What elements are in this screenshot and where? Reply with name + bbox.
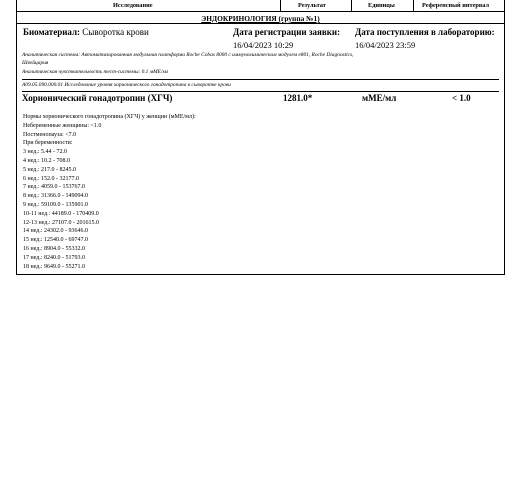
norm-line: Постменопауза: <7.0 [23, 131, 77, 138]
header-result: Результат [298, 2, 326, 9]
norm-line: 4 нед.: 10.2 - 708.0 [23, 158, 71, 164]
section-divider [16, 23, 505, 24]
header-test: Исследование [113, 2, 153, 9]
column-divider [280, 0, 281, 11]
norm-line: 5 нед.: 217.0 - 8245.0 [23, 166, 77, 173]
section-title: ЭНДОКРИНОЛОГИЯ (группа №1) [201, 14, 320, 23]
norm-line: 12-13 нед.: 27107.0 - 201615.0 [23, 219, 100, 226]
column-divider [351, 0, 352, 11]
norm-line: 18 нед.: 9649.0 - 55271.0 [23, 263, 86, 270]
registration-label: Дата регистрации заявки: [233, 27, 341, 37]
column-divider [413, 0, 414, 11]
biomaterial [23, 27, 149, 37]
arrival-label: Дата поступления в лабораторию: [355, 27, 495, 37]
norm-line: 16 нед.: 8904.0 - 55332.0 [23, 246, 86, 252]
norm-line: 7 нед.: 4059.0 - 153767.0 [23, 184, 86, 191]
divider [22, 79, 499, 80]
test-result: 1281.0* [283, 93, 313, 103]
norm-line: 10-11 нед.: 44189.0 - 170409.0 [23, 210, 99, 217]
test-units: мМЕ/мл [362, 93, 397, 103]
analytic-system-line2: Швейцария [22, 60, 49, 66]
norm-line: Нормы хорионического гонадотропина (ХГЧ) у женщин (мМЕ/мл): [23, 114, 196, 120]
test-name: Хорионический гонадотропин (ХГЧ) [22, 93, 173, 103]
norm-line: Небеременные женщины: <1.0 [23, 122, 102, 129]
biomaterial-value: Сыворотка крови [82, 27, 149, 37]
table-header [16, 0, 505, 12]
norm-line: 3 нед.: 5.44 - 72.0 [23, 149, 68, 156]
biomaterial-label: Биоматериал: [23, 27, 81, 37]
arrival-value: 16/04/2023 23:59 [355, 40, 416, 50]
sensitivity: Аналитическая чувствительность тест-системы: 0.1 мМЕ/мл [22, 69, 169, 75]
norm-line: 9 нед.: 59109.0 - 135901.0 [23, 202, 89, 208]
norm-line: 17 нед.: 8240.0 - 51793.0 [23, 254, 86, 261]
analytic-system-line1: Аналитическая система: Автоматизированная модульная платформа Roche Cobas 8000 с иммунохимическим модулем e801, Roche Diagnostics, [22, 52, 354, 58]
divider [22, 91, 499, 92]
study-code: A09.05.090.000.01 Исследование уровня хорионического гонадотропина в сыворотке крови [22, 82, 231, 88]
norm-line: 14 нед.: 24302.0 - 93646.0 [23, 228, 89, 235]
norm-line: 8 нед.: 31366.0 - 149094.0 [23, 193, 89, 200]
header-reference: Референсный интервал [422, 2, 490, 9]
norm-line: 6 нед.: 152.0 - 32177.0 [23, 175, 80, 182]
header-units: Единицы [368, 2, 395, 9]
norm-line: При беременности: [23, 140, 73, 147]
registration-value: 16/04/2023 10:29 [233, 40, 294, 50]
norm-line: 15 нед.: 12540.0 - 69747.0 [23, 237, 89, 244]
test-reference: < 1.0 [452, 93, 471, 103]
